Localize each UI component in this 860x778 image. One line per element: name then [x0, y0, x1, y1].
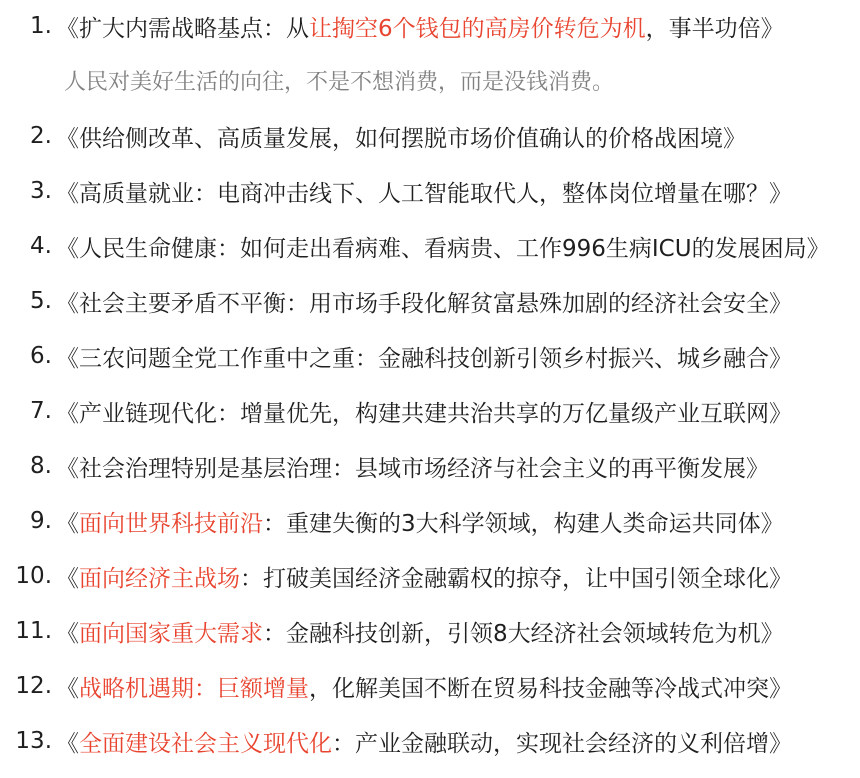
- item-text: 扩大内需战略基点：从: [79, 15, 309, 42]
- item-subline: 人民对美好生活的向往，不是不想消费，而是没钱消费。: [64, 69, 615, 95]
- item-text-tail: ，事半功倍》: [645, 15, 784, 42]
- list-item: [0, 281, 792, 321]
- list-item: [0, 556, 792, 596]
- item-text-tail: ，化解美国不断在贸易科技金融等冷战式冲突》: [309, 675, 792, 702]
- item-open-bracket: 《: [56, 400, 79, 427]
- item-number: 7.: [30, 398, 52, 424]
- list-item: [0, 611, 784, 651]
- item-open-bracket: 《: [56, 510, 79, 537]
- item-text-tail: ：金融科技创新，引领8大经济社会领域转危为机》: [263, 620, 784, 647]
- item-open-bracket: 《: [56, 455, 79, 482]
- item-number: 5.: [30, 288, 52, 314]
- list-item: [0, 391, 792, 431]
- item-text-tail: ：产业金融联动，实现社会经济的义利倍增》: [332, 730, 792, 757]
- list-item: [0, 171, 792, 211]
- item-number: 4.: [30, 233, 52, 259]
- list-item: [0, 116, 746, 156]
- item-text-tail: ：打破美国经济金融霸权的掠夺，让中国引领全球化》: [240, 565, 792, 592]
- item-highlight: 战略机遇期：巨额增量: [79, 675, 309, 702]
- item-number: 8.: [30, 453, 52, 479]
- item-text: 社会治理特别是基层治理：县域市场经济与社会主义的再平衡发展》: [79, 455, 769, 482]
- item-number: 13.: [15, 728, 52, 754]
- item-number: 12.: [15, 673, 52, 699]
- item-number: 3.: [30, 178, 52, 204]
- item-open-bracket: 《: [56, 620, 79, 647]
- list-item: [0, 721, 792, 761]
- item-open-bracket: 《: [56, 565, 79, 592]
- item-open-bracket: 《: [56, 235, 79, 262]
- item-text: 高质量就业：电商冲击线下、人工智能取代人，整体岗位增量在哪？》: [79, 180, 792, 207]
- list-item: [0, 666, 792, 706]
- item-open-bracket: 《: [56, 675, 79, 702]
- item-text: 三农问题全党工作重中之重：金融科技创新引领乡村振兴、城乡融合》: [79, 345, 792, 372]
- item-number: 6.: [30, 343, 52, 369]
- item-number: 2.: [30, 123, 52, 149]
- list-item: [0, 336, 792, 376]
- item-number: 10.: [15, 563, 52, 589]
- item-open-bracket: 《: [56, 125, 79, 152]
- item-open-bracket: 《: [56, 730, 79, 757]
- item-text: 供给侧改革、高质量发展，如何摆脱市场价值确认的价格战困境》: [79, 125, 746, 152]
- item-number: 9.: [30, 508, 52, 534]
- item-text: 人民生命健康：如何走出看病难、看病贵、工作996生病ICU的发展困局》: [79, 235, 830, 262]
- list-item: [0, 6, 784, 46]
- item-open-bracket: 《: [56, 15, 79, 42]
- list-item: [0, 226, 830, 266]
- item-number: 1.: [30, 13, 52, 39]
- item-text: 社会主要矛盾不平衡：用市场手段化解贫富悬殊加剧的经济社会安全》: [79, 290, 792, 317]
- item-highlight: 全面建设社会主义现代化: [79, 730, 332, 757]
- item-highlight: 面向经济主战场: [79, 565, 240, 592]
- item-text: 产业链现代化：增量优先，构建共建共治共享的万亿量级产业互联网》: [79, 400, 792, 427]
- item-highlight: 面向世界科技前沿: [79, 510, 263, 537]
- item-highlight: 面向国家重大需求: [79, 620, 263, 647]
- list-item: [0, 501, 784, 541]
- item-open-bracket: 《: [56, 290, 79, 317]
- list-item: [0, 446, 769, 486]
- item-open-bracket: 《: [56, 345, 79, 372]
- item-number: 11.: [15, 618, 52, 644]
- item-highlight: 让掏空6个钱包的高房价转危为机: [309, 15, 646, 42]
- item-open-bracket: 《: [56, 180, 79, 207]
- item-text-tail: ：重建失衡的3大科学领域，构建人类命运共同体》: [263, 510, 784, 537]
